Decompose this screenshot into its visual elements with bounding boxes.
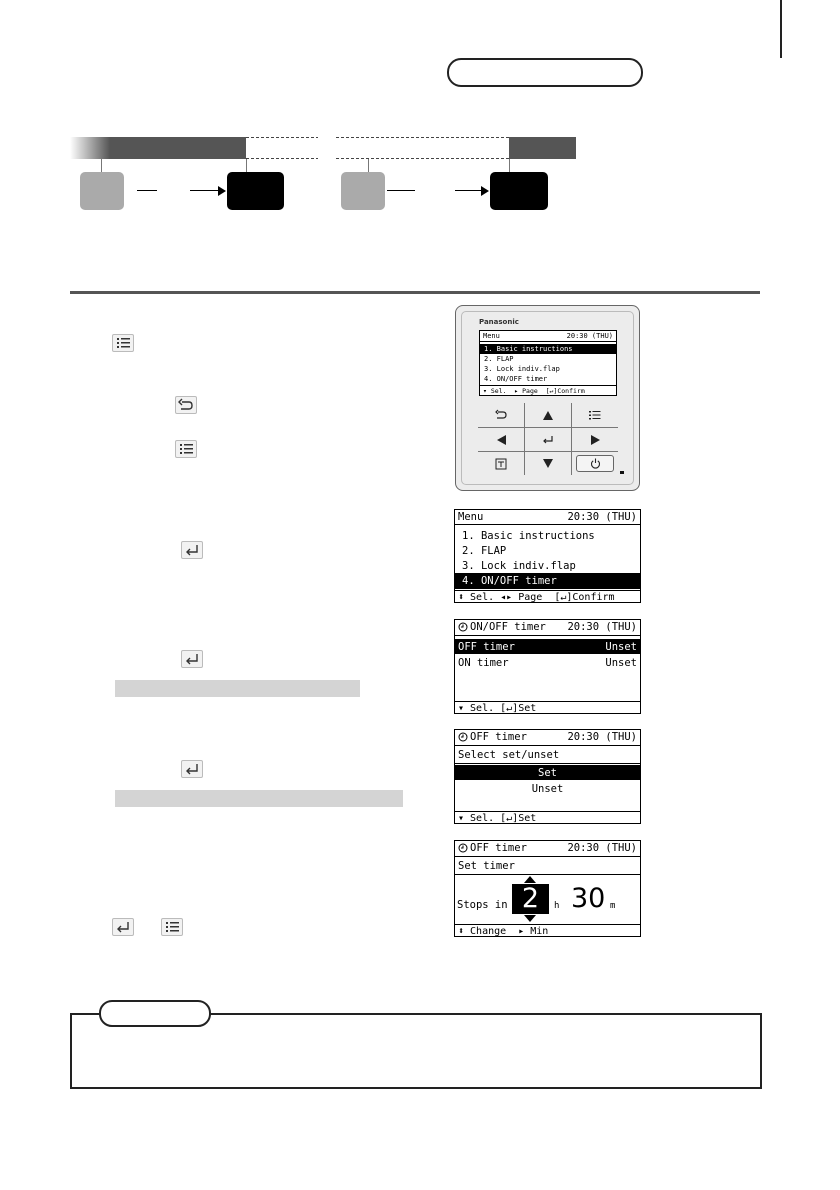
triangle-left-icon [497, 435, 506, 445]
lcd-footer: ▾ Sel. [↵]Set [458, 813, 537, 824]
menu-key-icon [112, 334, 134, 352]
indicator-light-icon [620, 471, 624, 474]
lcd-menu-screen [454, 509, 641, 603]
remote-lcd [479, 330, 617, 396]
timeline-bar [70, 137, 576, 159]
menu-key-icon [175, 440, 197, 458]
timer-icon [495, 458, 507, 470]
step-box-gray [341, 172, 385, 210]
enter-button[interactable] [525, 428, 571, 451]
header-tab [447, 58, 643, 87]
off-timer-value: Unset [605, 640, 637, 653]
arrow-line [137, 190, 157, 191]
lcd-footer: ▾ Sel. [↵]Set [458, 703, 537, 714]
triangle-up-icon [543, 411, 553, 420]
option-set[interactable]: Set [538, 766, 557, 779]
return-icon [494, 409, 508, 421]
remote-lcd-item: 3. Lock indiv.flap [484, 365, 560, 373]
remote-lcd-footer: ▾ Sel. ▸ Page [↵]Confirm [483, 387, 585, 395]
lcd-title: Menu [458, 511, 484, 523]
on-timer-label[interactable]: ON timer [458, 656, 509, 669]
on-timer-value: Unset [605, 656, 637, 669]
arrow-line [387, 190, 415, 191]
remote-lcd-item: 1. Basic instructions [484, 345, 573, 353]
lcd-onoff-timer-screen [454, 619, 641, 714]
page-edge-rule [780, 0, 782, 58]
remote-lcd-item: 4. ON/OFF timer [484, 375, 548, 383]
step-box-black [227, 172, 284, 210]
highlight-bar [115, 680, 360, 697]
lcd-set-timer-screen [454, 840, 641, 937]
left-button[interactable] [478, 428, 524, 451]
enter-icon [541, 434, 555, 446]
section-divider [70, 291, 760, 294]
clock-icon [458, 843, 468, 853]
right-button[interactable] [572, 428, 618, 451]
triangle-right-icon [591, 435, 600, 445]
lcd-time: 20:30 (THU) [567, 842, 637, 854]
arrow-line [190, 190, 220, 191]
remote-key-grid [478, 403, 618, 475]
triangle-down-icon [543, 459, 553, 468]
timer-button[interactable] [478, 452, 524, 475]
arrow-head [481, 186, 489, 196]
pointer-line [101, 159, 102, 173]
lcd-subtitle: Select set/unset [458, 748, 560, 761]
step-box-gray [80, 172, 124, 210]
hours-value[interactable]: 2 [512, 884, 549, 914]
highlight-bar [115, 790, 403, 807]
pointer-line [368, 159, 369, 173]
lcd-title: ON/OFF timer [470, 621, 546, 633]
clock-icon [458, 732, 468, 742]
remote-lcd-item: 2. FLAP [484, 355, 514, 363]
return-key-icon [175, 396, 197, 414]
remote-lcd-time: 20:30 (THU) [566, 332, 613, 340]
timeline-run-segment-2 [509, 137, 576, 159]
minutes-value[interactable]: 30 [571, 883, 606, 914]
lcd-title: OFF timer [470, 731, 527, 743]
remote-brand: Panasonic [479, 318, 519, 326]
menu-item-selected[interactable]: 4. ON/OFF timer [462, 575, 557, 587]
up-button[interactable] [525, 403, 571, 427]
lcd-prefix: Stops in [457, 899, 508, 911]
menu-item[interactable]: 2. FLAP [462, 544, 507, 557]
lcd-time: 20:30 (THU) [567, 511, 637, 523]
enter-key-icon [181, 760, 203, 778]
step-box-black [490, 172, 548, 210]
enter-key-icon [112, 918, 134, 936]
menu-key-icon [161, 918, 183, 936]
menu-icon [588, 409, 602, 421]
hour-unit: h [554, 901, 560, 911]
remote-lcd-title: Menu [483, 332, 500, 340]
lcd-time: 20:30 (THU) [567, 731, 637, 743]
option-unset[interactable]: Unset [531, 782, 564, 795]
menu-button[interactable] [572, 403, 618, 427]
timeline-gap-divider [318, 137, 334, 159]
off-timer-label[interactable]: OFF timer [458, 640, 515, 653]
lcd-title: OFF timer [470, 842, 527, 854]
minute-unit: m [610, 901, 616, 911]
arrow-line [455, 190, 482, 191]
lcd-off-timer-select-screen [454, 729, 641, 824]
menu-item[interactable]: 1. Basic instructions [462, 529, 595, 542]
down-button[interactable] [525, 452, 571, 475]
pointer-line [509, 159, 510, 173]
power-button[interactable] [576, 455, 614, 472]
triangle-up-icon [524, 876, 536, 883]
remote-controller [455, 305, 640, 491]
timeline-fade [70, 137, 110, 159]
clock-icon [458, 622, 468, 632]
menu-item[interactable]: 3. Lock indiv.flap [462, 559, 576, 572]
timeline-gap-segment [246, 137, 509, 159]
lcd-footer: ⬍ Change ▸ Min [458, 926, 549, 937]
enter-key-icon [181, 650, 203, 668]
arrow-head [218, 186, 226, 196]
triangle-down-icon [524, 915, 536, 922]
note-tab [99, 1000, 211, 1027]
enter-key-icon [181, 541, 203, 559]
timeline-run-segment [110, 137, 246, 159]
return-button[interactable] [478, 403, 524, 427]
lcd-subtitle: Set timer [458, 859, 515, 872]
lcd-time: 20:30 (THU) [567, 621, 637, 633]
lcd-footer: ⬍ Sel. ◂▸ Page [↵]Confirm [458, 592, 615, 603]
pointer-line [246, 159, 247, 173]
power-icon [590, 458, 601, 469]
